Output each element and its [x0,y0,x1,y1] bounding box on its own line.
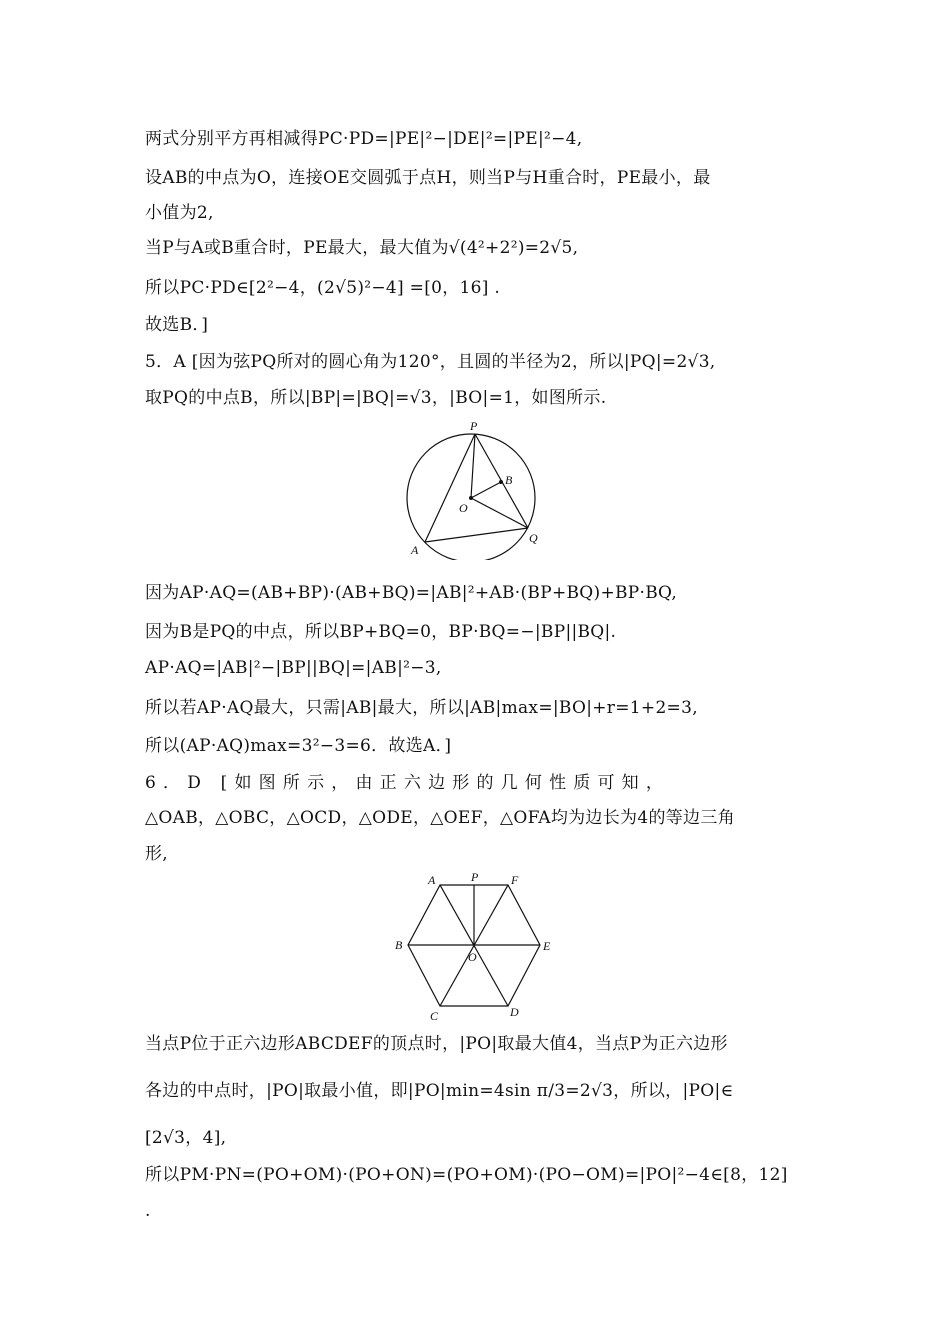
label-d: D [510,1005,519,1019]
text-line-4: 当P与A或B重合时，PE最大，最大值为√(4²+2²)=2√5, [145,238,579,258]
text-line-7: 5．A [因为弦PQ所对的圆心角为120°，且圆的半径为2，所以|PQ|=2√3, [145,352,716,372]
text-line-10: 因为B是PQ的中点，所以BP+BQ=0，BP·BQ=−|BP||BQ|. [145,622,617,642]
text-line-15: △OAB，△OBC，△OCD，△ODE，△OEF，△OFA均为边长为4的等边三角 [145,808,735,828]
label-f: F [511,873,519,887]
text-line-17: 当点P位于正六边形ABCDEF的顶点时，|PO|取最大值4，当点P为正六边形 [145,1034,728,1054]
segment-aq [425,528,528,542]
label-b: B [505,473,513,487]
text-line-1: 两式分别平方再相减得PC·PD=|PE|²−|DE|²=|PE|²−4, [145,129,583,149]
label-p: P [471,870,479,884]
label-q: Q [529,531,538,545]
radius-op [471,434,475,498]
text-line-12: 所以若AP·AQ最大，只需|AB|最大，所以|AB|max=|BO|+r=1+2=3, [145,698,698,718]
text-line-21: . [145,1201,151,1221]
text-line-16: 形, [145,844,169,864]
text-line-3: 小值为2, [145,203,214,223]
text-line-18: 各边的中点时，|PO|取最小值，即|PO|min=4sin π/3=2√3，所以，|PO|∈ [145,1081,734,1101]
text-line-11: AP·AQ=|AB|²−|BP||BQ|=|AB|²−3, [145,658,442,678]
text-line-13: 所以(AP·AQ)max=3²−3=6．故选A．] [145,736,452,756]
label-a: A [428,873,436,887]
hexagon-figure [390,868,560,1020]
segment-pa [425,434,475,542]
label-b: B [395,938,403,952]
label-c: C [430,1009,439,1020]
text-line-20: 所以PM·PN=(PO+OM)·(PO+ON)=(PO+OM)·(PO−OM)=|PO|²−4∈[8，12] [145,1165,788,1185]
label-o: O [468,950,477,964]
text-line-6: 故选B．] [145,315,209,335]
text-line-9: 因为AP·AQ=(AB+BP)·(AB+BQ)=|AB|²+AB·(BP+BQ)+BP·BQ, [145,583,678,603]
hexagon-diagram [390,868,560,1020]
text-line-8: 取PQ的中点B，所以|BP|=|BQ|=√3，|BO|=1，如图所示. [145,388,607,408]
label-e: E [543,939,551,953]
point-o [469,496,473,500]
point-b [499,480,503,484]
text-line-19: [2√3，4], [145,1128,227,1148]
circle-figure [395,418,555,560]
label-o: O [459,501,468,515]
label-a: A [411,543,419,557]
segment-ob [471,482,501,498]
label-p: P [470,419,478,433]
text-line-2: 设AB的中点为O，连接OE交圆弧于点H，则当P与H重合时，PE最小，最 [145,168,711,188]
text-line-14: 6．D [如图所示，由正六边形的几何性质可知， [145,773,671,793]
circle-diagram [395,418,555,560]
text-line-5: 所以PC·PD∈[2²−4，(2√5)²−4] =[0，16] . [145,278,501,298]
